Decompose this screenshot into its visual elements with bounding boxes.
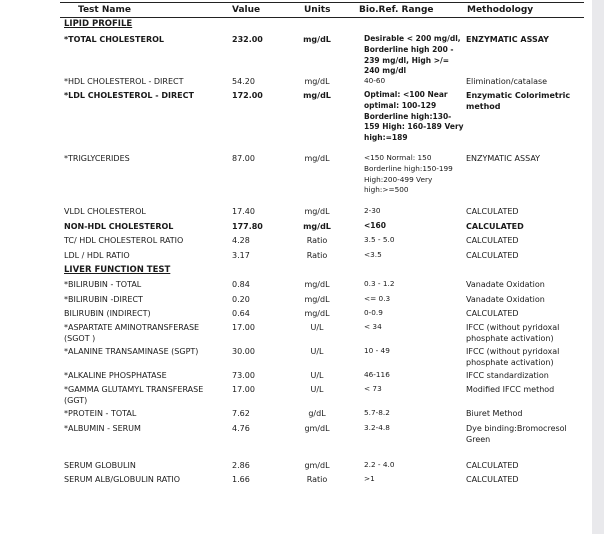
result-value: 30.00 bbox=[232, 347, 255, 356]
viewer-edge bbox=[592, 0, 604, 534]
test-name: VLDL CHOLESTEROL bbox=[64, 207, 146, 216]
result-value: 73.00 bbox=[232, 371, 255, 380]
result-value: 2.86 bbox=[232, 461, 250, 470]
test-name: *ASPARTATE AMINOTRANSFERASE (SGOT ) bbox=[64, 323, 200, 343]
methodology: IFCC standardization bbox=[466, 371, 549, 380]
reference-range: 46-116 bbox=[364, 370, 390, 379]
reference-range: <= 0.3 bbox=[364, 294, 391, 303]
reference-range: 3.2-4.8 bbox=[364, 423, 390, 432]
result-value: 17.00 bbox=[232, 323, 255, 332]
header-units: Units bbox=[304, 5, 331, 15]
result-value: 0.84 bbox=[232, 280, 250, 289]
header-value: Value bbox=[232, 5, 261, 15]
result-units: U/L bbox=[310, 385, 324, 394]
methodology: Biuret Method bbox=[466, 409, 523, 418]
result-value: 3.17 bbox=[232, 251, 250, 260]
test-name: BILIRUBIN (INDIRECT) bbox=[64, 309, 151, 318]
methodology: CALCULATED bbox=[466, 309, 519, 318]
reference-range: 10 - 49 bbox=[364, 346, 390, 355]
reference-range: <160 bbox=[364, 221, 386, 230]
methodology: IFCC (without pyridoxal phosphate activation) bbox=[466, 323, 560, 344]
reference-range: 0.3 - 1.2 bbox=[364, 279, 395, 288]
test-name: *ALANINE TRANSAMINASE (SGPT) bbox=[64, 347, 199, 356]
test-name: *LDL CHOLESTEROL - DIRECT bbox=[64, 91, 194, 100]
top-rule bbox=[60, 2, 584, 3]
result-value: 4.28 bbox=[232, 236, 250, 245]
result-units: mg/dL bbox=[303, 222, 331, 231]
test-name: *BILIRUBIN - TOTAL bbox=[64, 280, 142, 289]
test-name: *PROTEIN - TOTAL bbox=[64, 409, 137, 418]
result-units: Ratio bbox=[306, 236, 328, 245]
result-value: 0.64 bbox=[232, 309, 250, 318]
section-liver-function: LIVER FUNCTION TEST bbox=[64, 265, 171, 275]
result-value: 17.40 bbox=[232, 207, 255, 216]
result-value: 54.20 bbox=[232, 77, 255, 86]
result-value: 232.00 bbox=[232, 35, 263, 44]
reference-range: < 34 bbox=[364, 322, 382, 331]
methodology: Vanadate Oxidation bbox=[466, 280, 545, 289]
reference-range: Optimal: <100 Near optimal: 100-129 Borderline high:130-159 High: 160-189 Very high:=189 bbox=[364, 90, 464, 143]
test-name: *GAMMA GLUTAMYL TRANSFERASE (GGT) bbox=[64, 385, 204, 405]
result-units: U/L bbox=[310, 323, 324, 332]
result-units: U/L bbox=[310, 347, 324, 356]
test-name: SERUM GLOBULIN bbox=[64, 461, 136, 470]
methodology: Vanadate Oxidation bbox=[466, 295, 545, 304]
methodology: Dye binding:Bromocresol Green bbox=[466, 424, 567, 445]
result-units: mg/dL bbox=[303, 35, 331, 44]
header-test-name: Test Name bbox=[78, 5, 131, 15]
test-name: LDL / HDL RATIO bbox=[64, 251, 130, 260]
section-lipid-profile: LIPID PROFILE bbox=[64, 19, 133, 29]
test-name: TC/ HDL CHOLESTEROL RATIO bbox=[64, 236, 184, 245]
reference-range: 2-30 bbox=[364, 206, 381, 215]
methodology: ENZYMATIC ASSAY bbox=[466, 35, 549, 44]
result-value: 17.00 bbox=[232, 385, 255, 394]
methodology: Modified IFCC method bbox=[466, 385, 555, 394]
result-value: 0.20 bbox=[232, 295, 250, 304]
result-units: mg/dL bbox=[304, 154, 330, 163]
result-units: mg/dL bbox=[304, 280, 330, 289]
result-units: g/dL bbox=[308, 409, 326, 418]
result-value: 1.66 bbox=[232, 475, 250, 484]
test-name: SERUM ALB/GLOBULIN RATIO bbox=[64, 475, 181, 484]
reference-range: >1 bbox=[364, 474, 375, 483]
result-units: gm/dL bbox=[304, 461, 330, 470]
header-rule bbox=[60, 17, 584, 18]
result-value: 4.76 bbox=[232, 424, 250, 433]
reference-range: 0-0.9 bbox=[364, 308, 383, 317]
result-units: U/L bbox=[310, 371, 324, 380]
test-name: NON-HDL CHOLESTEROL bbox=[64, 222, 174, 231]
methodology: Elimination/catalase bbox=[466, 77, 548, 86]
reference-range: 2.2 - 4.0 bbox=[364, 460, 395, 469]
methodology: CALCULATED bbox=[466, 461, 519, 470]
methodology: CALCULATED bbox=[466, 222, 524, 231]
result-units: mg/dL bbox=[304, 207, 330, 216]
reference-range: < 73 bbox=[364, 384, 382, 393]
reference-range: <150 Normal: 150 Borderline high:150-199 High:200-499 Very high:>=500 bbox=[364, 153, 453, 195]
result-units: mg/dL bbox=[303, 91, 331, 100]
methodology: CALCULATED bbox=[466, 251, 519, 260]
header-methodology: Methodology bbox=[467, 5, 534, 15]
methodology: IFCC (without pyridoxal phosphate activation) bbox=[466, 347, 560, 368]
reference-range: 40-60 bbox=[364, 76, 386, 85]
result-value: 177.80 bbox=[232, 222, 263, 231]
result-units: mg/dL bbox=[304, 309, 330, 318]
test-name: *HDL CHOLESTEROL - DIRECT bbox=[64, 77, 184, 86]
methodology: CALCULATED bbox=[466, 207, 519, 216]
result-units: Ratio bbox=[306, 475, 328, 484]
result-value: 7.62 bbox=[232, 409, 250, 418]
result-units: mg/dL bbox=[304, 77, 330, 86]
test-name: *BILIRUBIN -DIRECT bbox=[64, 295, 143, 304]
result-units: mg/dL bbox=[304, 295, 330, 304]
methodology: CALCULATED bbox=[466, 236, 519, 245]
result-units: Ratio bbox=[306, 251, 328, 260]
test-name: *TOTAL CHOLESTEROL bbox=[64, 35, 165, 44]
methodology: CALCULATED bbox=[466, 475, 519, 484]
result-units: gm/dL bbox=[304, 424, 330, 433]
header-range: Bio.Ref. Range bbox=[359, 5, 434, 15]
result-value: 87.00 bbox=[232, 154, 255, 163]
methodology: Enzymatic Colorimetric method bbox=[466, 91, 571, 112]
test-name: *ALBUMIN - SERUM bbox=[64, 424, 141, 433]
reference-range: Desirable < 200 mg/dl, Borderline high 200 - 239 mg/dl, High >/= 240 mg/dl bbox=[364, 34, 461, 76]
reference-range: 5.7-8.2 bbox=[364, 408, 390, 417]
result-value: 172.00 bbox=[232, 91, 263, 100]
test-name: *TRIGLYCERIDES bbox=[64, 154, 130, 163]
test-name: *ALKALINE PHOSPHATASE bbox=[64, 371, 167, 380]
reference-range: <3.5 bbox=[364, 250, 382, 259]
methodology: ENZYMATIC ASSAY bbox=[466, 154, 541, 163]
reference-range: 3.5 - 5.0 bbox=[364, 235, 395, 244]
